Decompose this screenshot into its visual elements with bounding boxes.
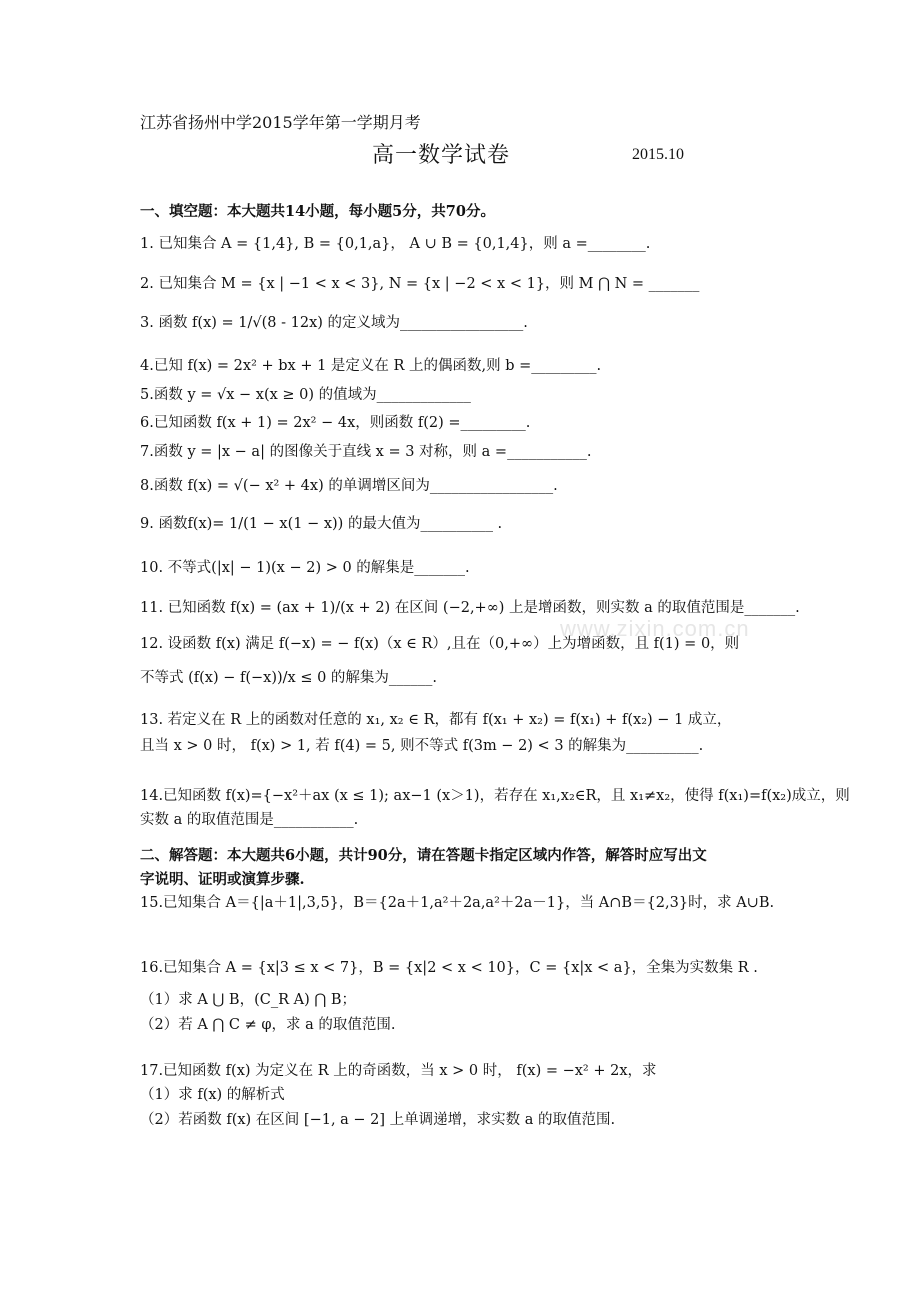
question-17: 17.已知函数 f(x) 为定义在 R 上的奇函数，当 x > 0 时， f(x) = −x² + 2x，求 (140, 1063, 657, 1079)
question-12a: 12. 设函数 f(x) 满足 f(−x) = − f(x)（x ∈ R）,且在（0,+∞）上为增函数，且 f(1) = 0，则 (140, 636, 740, 652)
question-16-part1: （1）求 A ⋃ B，(C_R A) ⋂ B； (140, 992, 356, 1008)
question-17-part1: （1）求 f(x) 的解析式 (140, 1087, 285, 1103)
question-15: 15.已知集合 A＝{|a＋1|,3,5}，B＝{2a＋1,a²＋2a,a²＋2a－1}，当 A∩B＝{2,3}时，求 A∪B. (140, 895, 775, 911)
section2-heading-b: 字说明、证明或演算步骤. (140, 871, 305, 888)
question-5: 5.函数 y = √x − x(x ≥ 0) 的值域为_____________ (140, 387, 471, 403)
section2-heading-a: 二、解答题：本大题共6小题，共计90分，请在答题卡指定区域内作答，解答时应写出文 (140, 847, 707, 864)
watermark-text: www.zixin.com.cn (560, 616, 750, 641)
question-1: 1. 已知集合 A = {1,4}, B = {0,1,a}， A ∪ B = {0,1,4}，则 a =________. (140, 236, 651, 252)
question-3: 3. 函数 f(x) = 1/√(8 - 12x) 的定义域为_________________. (140, 315, 528, 331)
question-14a: 14.已知函数 f(x)={−x²＋ax (x ≤ 1); ax−1 (x＞1)，若存在 x₁,x₂∈R，且 x₁≠x₂，使得 f(x₁)=f(x₂)成立，则 (140, 788, 850, 804)
question-14b: 实数 a 的取值范围是___________. (140, 812, 359, 828)
question-10: 10. 不等式(|x| − 1)(x − 2) > 0 的解集是_______. (140, 560, 470, 576)
section1-heading: 一、填空题：本大题共14小题，每小题5分，共70分。 (140, 203, 495, 220)
question-12b: 不等式 (f(x) − f(−x))/x ≤ 0 的解集为______. (140, 670, 438, 686)
question-17-part2: （2）若函数 f(x) 在区间 [−1, a − 2] 上单调递增，求实数 a 的取值范围. (140, 1112, 616, 1128)
school-line: 江苏省扬州中学2015学年第一学期月考 (140, 113, 421, 132)
question-2: 2. 已知集合 M = {x | −1 < x < 3}, N = {x | −2 < x < 1}，则 M ⋂ N = _______ (140, 276, 700, 292)
question-9: 9. 函数f(x)= 1/(1 − x(1 − x)) 的最大值为__________ . (140, 516, 503, 532)
question-16-part2: （2）若 A ⋂ C ≠ φ，求 a 的取值范围. (140, 1017, 396, 1033)
question-13a: 13. 若定义在 R 上的函数对任意的 x₁, x₂ ∈ R，都有 f(x₁ + x₂) = f(x₁) + f(x₂) − 1 成立， (140, 712, 732, 728)
question-8: 8.函数 f(x) = √(− x² + 4x) 的单调增区间为_________________. (140, 478, 558, 494)
exam-title: 高一数学试卷 (372, 143, 511, 168)
question-4: 4.已知 f(x) = 2x² + bx + 1 是定义在 R 上的偶函数,则 b =_________. (140, 358, 602, 374)
exam-date: 2015.10 (632, 146, 684, 163)
question-13b: 且当 x > 0 时， f(x) > 1, 若 f(4) = 5, 则不等式 f(3m − 2) < 3 的解集为__________. (140, 738, 704, 754)
question-11: 11. 已知函数 f(x) = (ax + 1)/(x + 2) 在区间 (−2,+∞) 上是增函数，则实数 a 的取值范围是_______. (140, 600, 800, 616)
question-7: 7.函数 y = |x − a| 的图像关于直线 x = 3 对称，则 a =___________. (140, 444, 592, 460)
question-6: 6.已知函数 f(x + 1) = 2x² − 4x，则函数 f(2) =_________. (140, 415, 531, 431)
question-16: 16.已知集合 A = {x|3 ≤ x < 7}，B = {x|2 < x < 10}，C = {x|x < a}，全集为实数集 R . (140, 960, 758, 976)
